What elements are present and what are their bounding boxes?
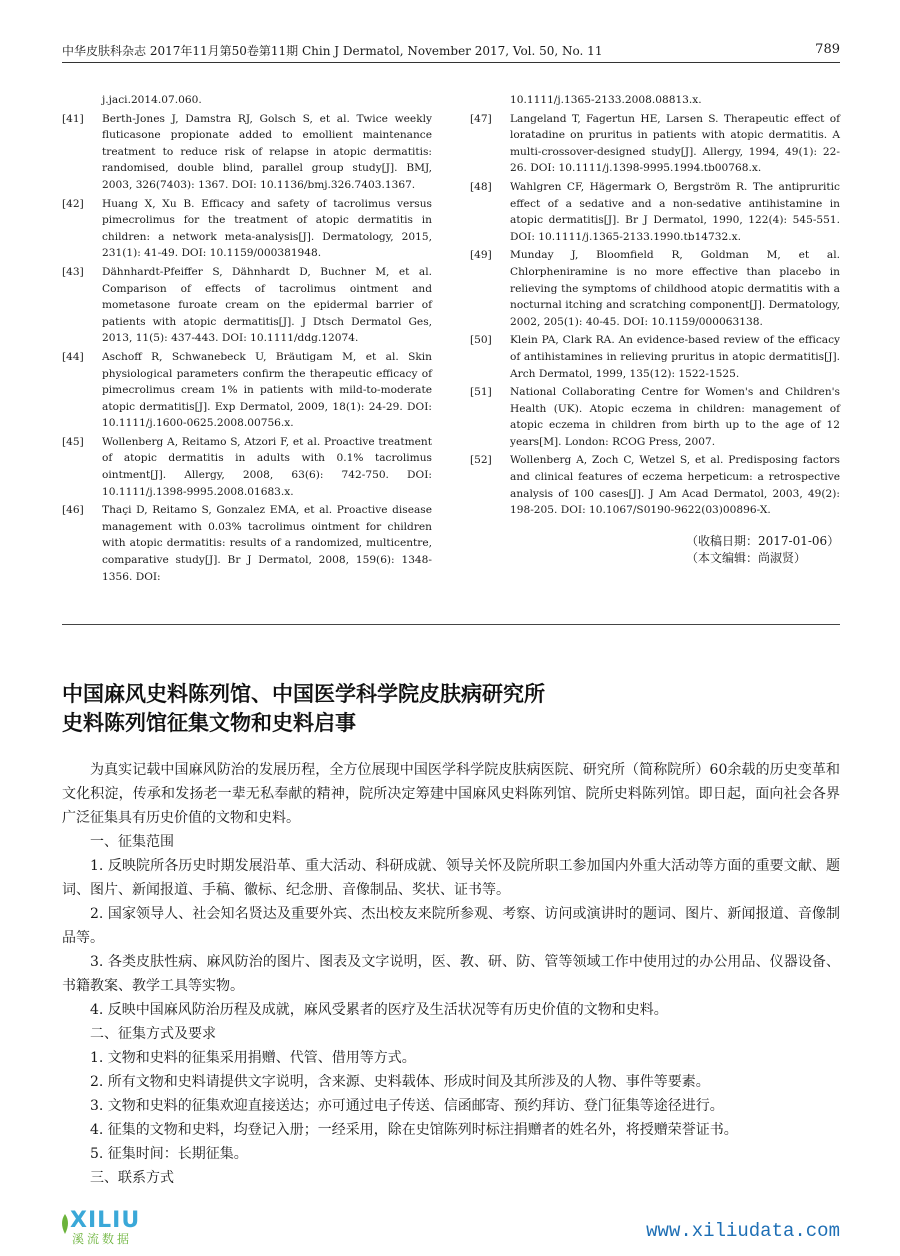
notice-paragraph: 3. 文物和史料的征集欢迎直接送达；亦可通过电子传送、信函邮寄、预约拜访、登门征集等途径进行。	[90, 1098, 724, 1114]
notice-paragraph: 为真实记载中国麻风防治的发展历程，全方位展现中国医学科学院皮肤病医院、研究所（简称院所）60余载的历史变革和文化积淀，传承和发扬老一辈无私奉献的精神，院所决定筹建中国麻风史料陈列馆、院所史料陈列馆。即日起，面向社会各界广泛征集具有历史价值的文物和史料。	[62, 762, 840, 826]
xiliu-logo	[60, 1208, 170, 1248]
reference-item: j.jaci.2014.07.060.	[102, 94, 202, 106]
reference-item: 10.1111/j.1365-2133.2008.08813.x.	[510, 94, 702, 106]
website-url[interactable]: www.xiliudata.com	[646, 1220, 840, 1242]
logo-mark-icon	[60, 1212, 70, 1236]
notice-paragraph: 1. 文物和史料的征集采用捐赠、代管、借用等方式。	[90, 1050, 416, 1066]
reference-item: [42] Huang X, Xu B. Efficacy and safety of tacrolimus versus pimecrolimus for the treatment of atopic dermatitis in children: a network meta-analysis[J]. Dermatology, 2015, 231(1): 41-49. DOI: 10.1159/000381948.	[62, 197, 432, 260]
reference-item: [48] Wahlgren CF, Hägermark O, Bergström R. The antipruritic effect of a sedative and a non-sedative antihistamine in atopic dermatitis[J]. Br J Dermatol, 1990, 122(4): 545-551. DOI: 10.1111/j.1365-2133.1990.tb14732.x.	[470, 180, 840, 243]
reference-item: [50] Klein PA, Clark RA. An evidence-based review of the efficacy of antihistamines in relieving pruritus in atopic dermatitis[J]. Arch Dermatol, 1999, 135(12): 1522-1525.	[470, 334, 840, 380]
notice-paragraph: 4. 征集的文物和史料，均登记入册；一经采用，除在史馆陈列时标注捐赠者的姓名外，将授赠荣誉证书。	[90, 1122, 738, 1138]
reference-item: [51] National Collaborating Centre for Women's and Children's Health (UK). Atopic eczema in children: management of atopic eczema in children from birth up to the age of 12 years[M]. London: RCOG Press, 2007.	[470, 386, 840, 448]
reference-item: [47] Langeland T, Fagertun HE, Larsen S. Therapeutic effect of loratadine on pruritus in patients with atopic dermatitis. A multi-crossover-designed study[J]. Allergy, 1994, 49(1): 22-26. DOI: 10.1111/j.1398-9995.1994.tb00768.x.	[470, 112, 840, 175]
received-date: （收稿日期：2017-01-06）	[686, 534, 840, 548]
page-number: 789	[815, 42, 840, 57]
reference-item: [49] Munday J, Bloomfield R, Goldman M, et al. Chlorpheniramine is no more effective than placebo in relieving the symptoms of childhood atopic dermatitis with a nocturnal itching and scratching component[J]. Dermatology, 2002, 205(1): 40-45. DOI: 10.1159/000063138.	[470, 249, 840, 328]
reference-item: [46] Thaçi D, Reitamo S, Gonzalez EMA, et al. Proactive disease management with 0.03% tacrolimus ointment for children with atopic dermatitis: results of a randomized, multicentre, comparative study[J]. Br J Dermatol, 2008, 159(6): 1348-1356. DOI:	[62, 504, 432, 583]
notice-paragraph: 5. 征集时间：长期征集。	[90, 1146, 248, 1162]
reference-item: [43] Dähnhardt-Pfeiffer S, Dähnhardt D, Buchner M, et al. Comparison of effects of tacrolimus ointment and mometasone furoate cream on the epidermal barrier of patients with atopic dermatitis[J]. J Dtsch Dermatol Ges, 2013, 11(5): 437-443. DOI: 10.1111/ddg.12074.	[62, 265, 432, 345]
running-header	[62, 40, 840, 63]
notice-paragraph: 2. 所有文物和史料请提供文字说明，含来源、史料载体、形成时间及其所涉及的人物、事件等要素。	[90, 1074, 710, 1090]
notice-section-heading: 一、征集范围	[90, 834, 174, 850]
notice-paragraph: 4. 反映中国麻风防治历程及成就，麻风受累者的医疗及生活状况等有历史价值的文物和史料。	[90, 1002, 668, 1018]
section-divider	[62, 624, 840, 625]
notice-paragraph: 3. 各类皮肤性病、麻风防治的图片、图表及文字说明，医、教、研、防、管等领域工作中使用过的办公用品、仪器设备、书籍教案、教学工具等实物。	[62, 954, 840, 994]
notice-title-line: 史料陈列馆征集文物和史料启事	[62, 711, 356, 735]
notice-paragraph: 1. 反映院所各历史时期发展沿革、重大活动、科研成就、领导关怀及院所职工参加国内外重大活动等方面的重要文献、题词、图片、新闻报道、手稿、徽标、纪念册、音像制品、奖状、证书等。	[62, 858, 840, 898]
received-info	[686, 533, 839, 567]
notice-section-heading: 三、联系方式	[90, 1170, 174, 1186]
notice-body	[62, 758, 840, 1190]
references-right-column	[470, 92, 840, 521]
editor-note: （本文编辑：尚淑贤）	[686, 551, 807, 565]
reference-item: [44] Aschoff R, Schwanebeck U, Bräutigam M, et al. Skin physiological parameters confirm the therapeutic efficacy of pimecrolimus cream 1% in patients with mild-to-moderate atopic dermatitis[J]. Exp Dermatol, 2009, 18(1): 24-29. DOI: 10.1111/j.1600-0625.2008.00756.x.	[62, 350, 432, 430]
reference-item: [41] Berth-Jones J, Damstra RJ, Golsch S, et al. Twice weekly fluticasone propionate added to emollient maintenance treatment to reduce risk of relapse in atopic dermatitis: randomised, double blind, parallel group study[J]. BMJ, 2003, 326(7403): 1367. DOI: 10.1136/bmj.326.7403.1367.	[62, 112, 432, 191]
reference-item: [45] Wollenberg A, Reitamo S, Atzori F, et al. Proactive treatment of atopic dermatitis in adults with 0.1% tacrolimus ointment[J]. Allergy, 2008, 63(6): 742-750. DOI: 10.1111/j.1398-9995.2008.01683.x.	[62, 435, 432, 498]
journal-citation: 中华皮肤科杂志 2017年11月第50卷第11期 Chin J Dermatol, November 2017, Vol. 50, No. 11	[62, 44, 603, 58]
logo-subtitle: 溪流数据	[72, 1232, 133, 1246]
references-left-column	[62, 92, 432, 587]
notice-section-heading: 二、征集方式及要求	[90, 1026, 216, 1042]
notice-paragraph: 2. 国家领导人、社会知名贤达及重要外宾、杰出校友来院所参观、考察、访问或演讲时的题词、图片、新闻报道、音像制品等。	[62, 906, 840, 946]
logo-text: XILIU	[70, 1208, 141, 1233]
reference-item: [52] Wollenberg A, Zoch C, Wetzel S, et al. Predisposing factors and clinical features of eczema herpeticum: a retrospective analysis of 100 cases[J]. J Am Acad Dermatol, 2003, 49(2): 198-205. DOI: 10.1067/S0190-9622(03)00896-X.	[470, 454, 840, 517]
notice-title-line: 中国麻风史料陈列馆、中国医学科学院皮肤病研究所	[62, 682, 545, 706]
notice-title	[62, 680, 840, 738]
